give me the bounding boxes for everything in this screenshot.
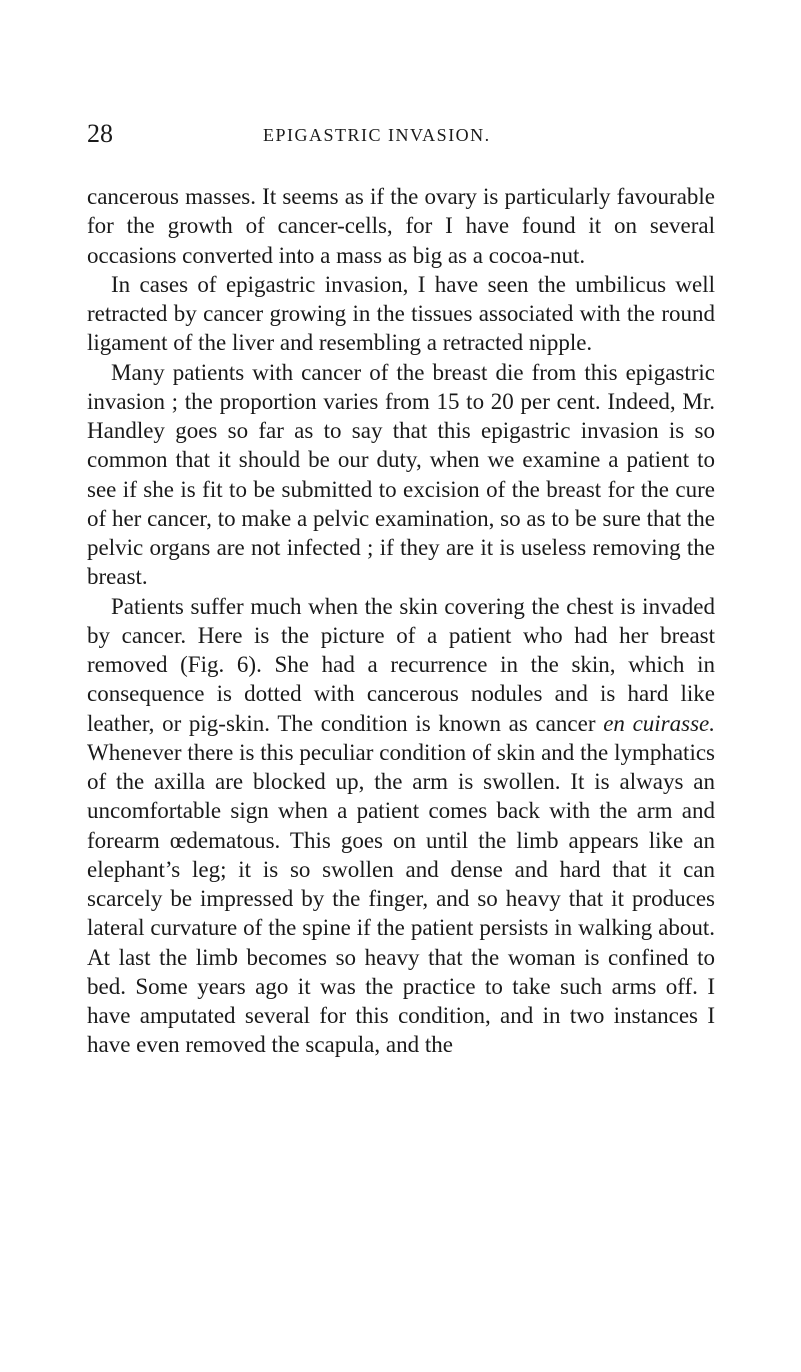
paragraph-3: Many patients with cancer of the breast die from this epigastric invasion ; the proportion varies from 15 to 20 per cent. Indeed, Mr. Handley goes so far as to say that this epigastric invasion is so common that it should be our duty, when we examine a patient to see if she is fit to be submitted to excision of the breast for the cure of her cancer, to make a pelvic examination, so as to be sure that the pelvic organs are not infected ; if they are it is useless removing the breast. (87, 359, 715, 590)
paragraph-4-text-before: Patients suffer much when the skin covering the chest is invaded by cancer. Here is the picture of a patient who had her breast removed (Fig. 6). She had a recurrence in the skin, which in consequence is dotted with cancerous nodules and is hard like leather, or pig-skin. The condition is known as cancer (87, 593, 715, 736)
paragraph-4-italic-term: en cuirasse. (603, 710, 715, 736)
body-text (87, 182, 715, 1060)
paragraph-1: cancerous masses. It seems as if the ovary is particularly favourable for the growth of cancer-cells, for I have found it on several occasions converted into a mass as big as a cocoa-nut. (87, 184, 715, 268)
running-head (87, 118, 717, 150)
running-title: EPIGASTRIC INVASION. (263, 125, 491, 145)
paragraph-4-text-after: Whenever there is this peculiar condition of skin and the lymphatics of the axilla are blocked up, the arm is swollen. It is always an uncomfortable sign when a patient comes back with the arm and forearm œdematous. This goes on until the limb appears like an elephant’s leg; it is so swollen and dense and hard that it can scarcely be impressed by the finger, and so heavy that it produces lateral curvature of the spine if the patient persists in walking about. At last the limb becomes so heavy that the woman is confined to bed. Some years ago it was the practice to take such arms off. I have amputated several for this condition, and in two instances I have even removed the scapula, and the (87, 739, 715, 1058)
paragraph-4 (87, 592, 715, 1060)
paragraph-2: In cases of epigastric invasion, I have seen the umbilicus well retracted by cancer growing in the tissues associated with the round ligament of the liver and resembling a retracted nipple. (87, 271, 715, 356)
page-number: 28 (87, 119, 113, 148)
